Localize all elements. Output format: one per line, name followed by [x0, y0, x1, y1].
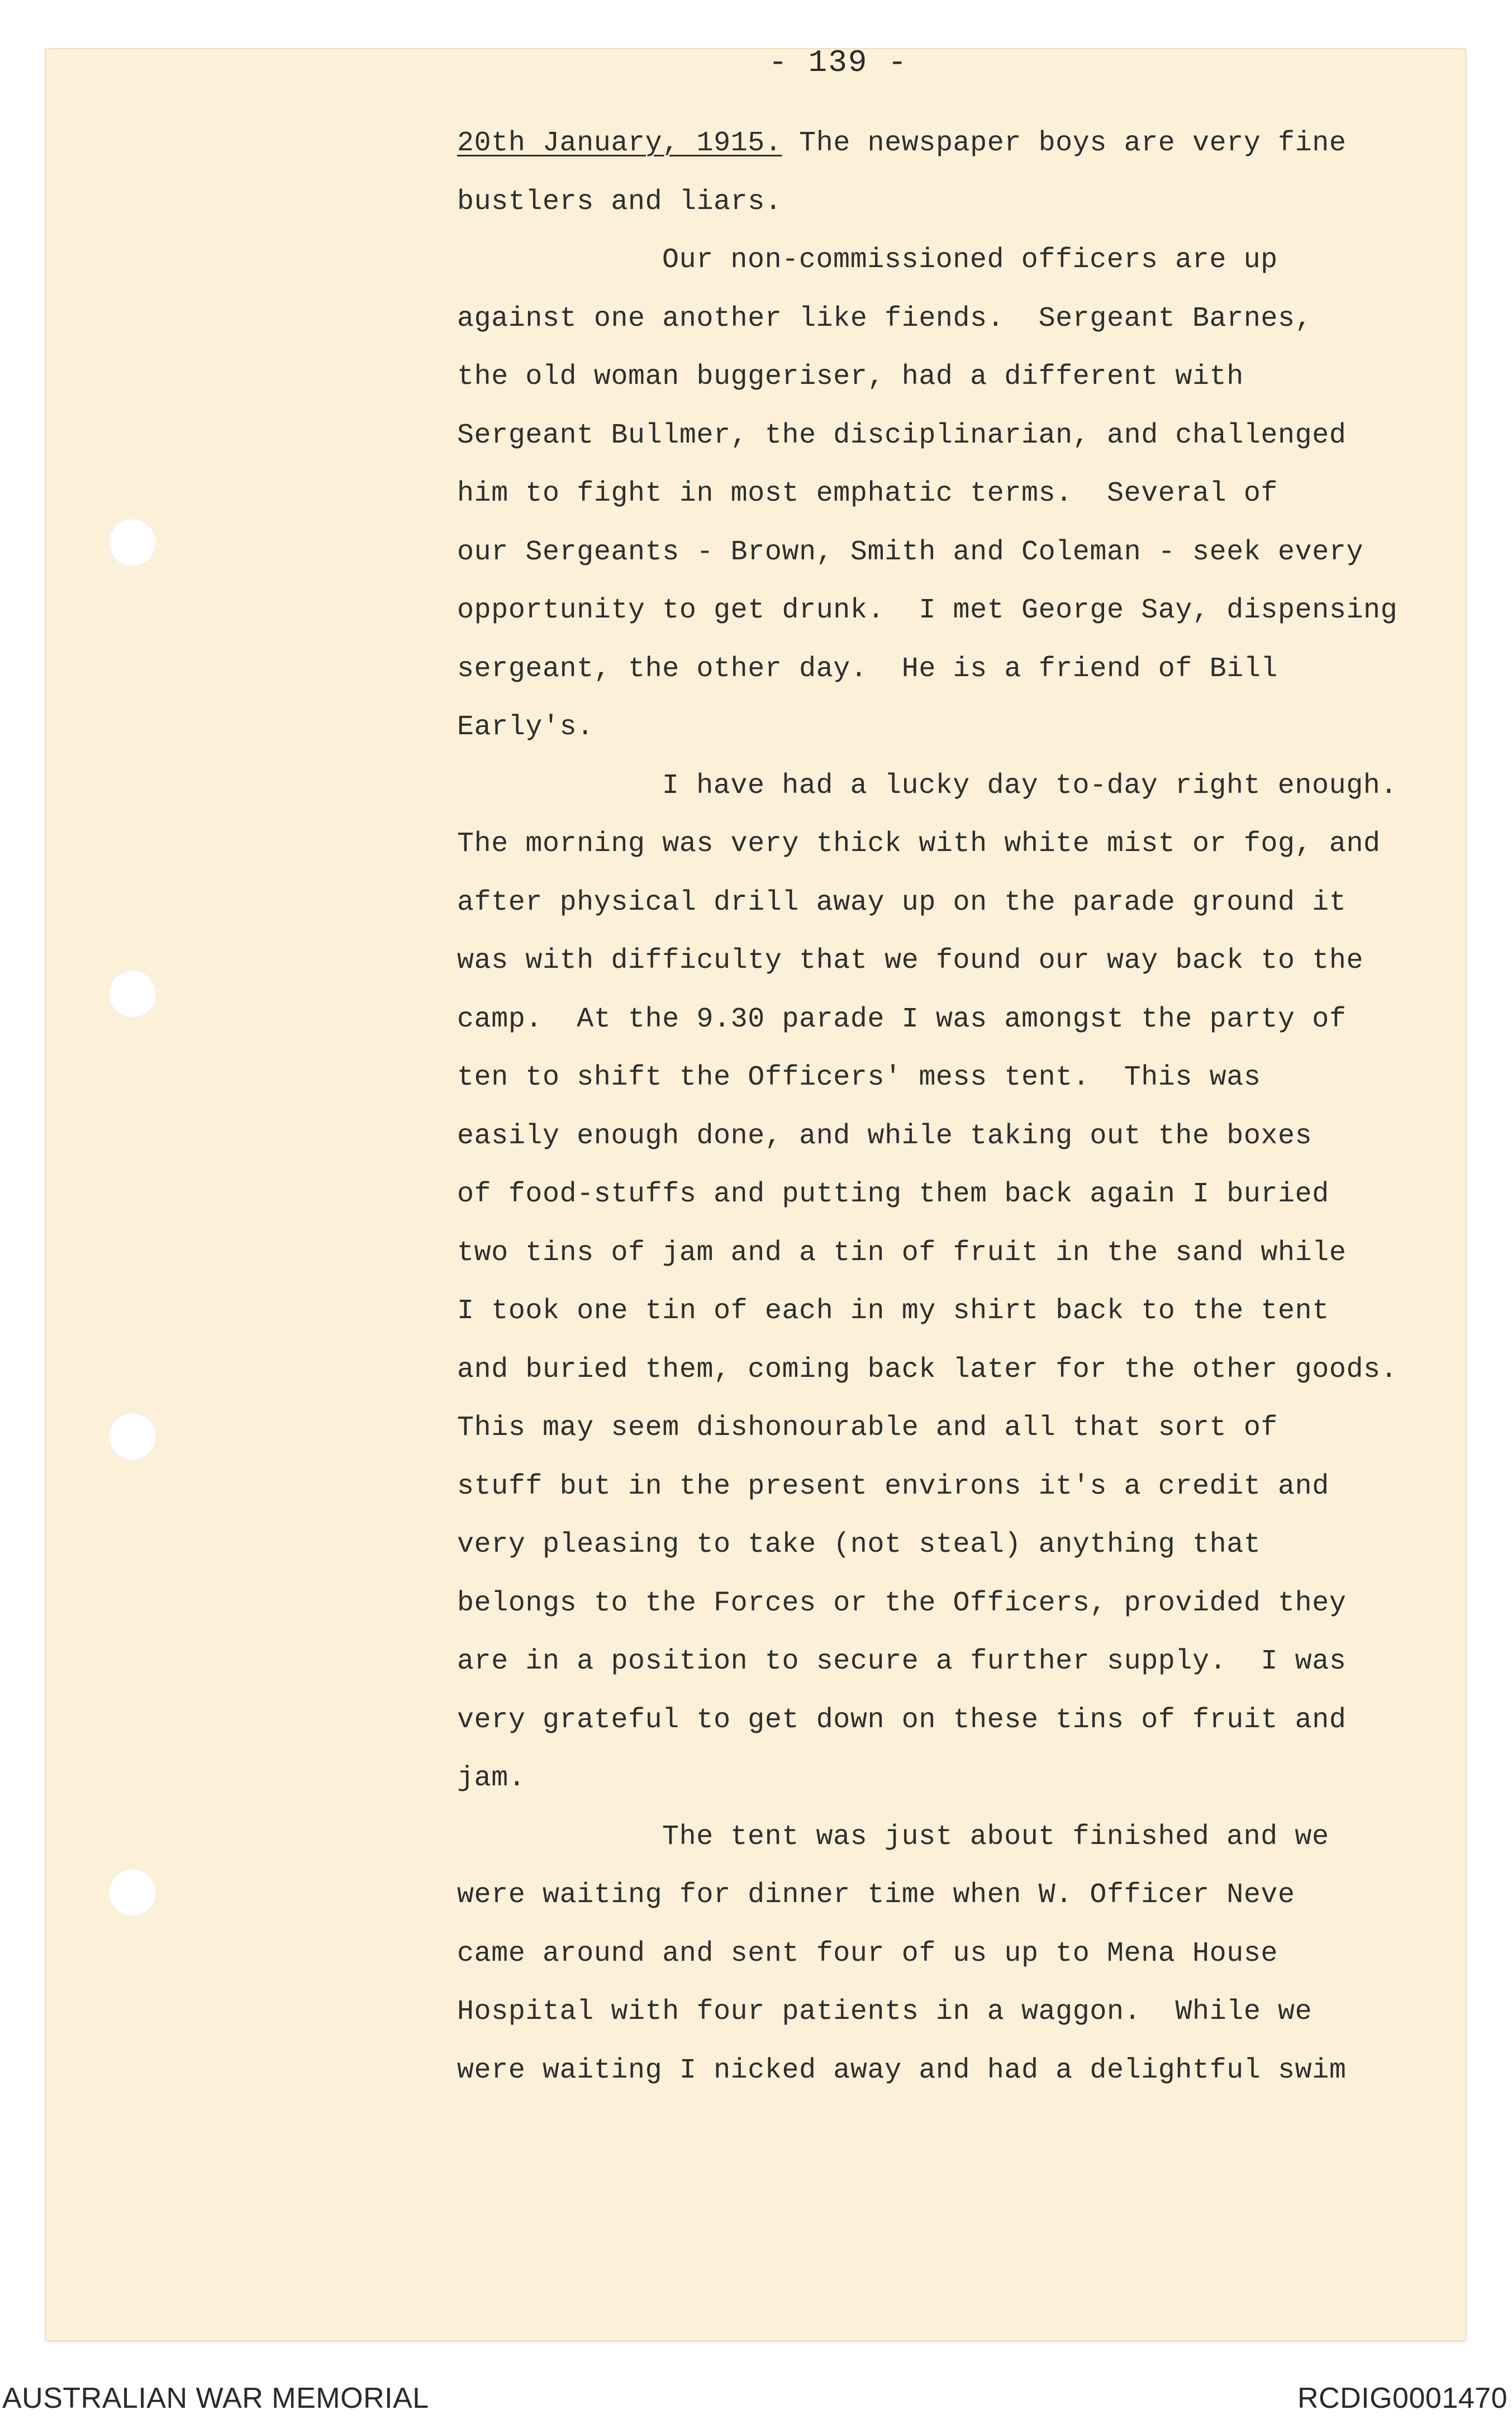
- text-line-6: Sergeant Bullmer, the disciplinarian, and challenged: [457, 419, 1347, 451]
- punch-hole: [108, 1413, 156, 1461]
- text-line-10: sergeant, the other day. He is a friend of Bill: [457, 653, 1278, 685]
- text-line-1-rest: The newspaper boys are very fine: [782, 127, 1347, 159]
- text-line-21: I took one tin of each in my shirt back to the tent: [457, 1295, 1329, 1327]
- text-line-9: opportunity to get drunk. I met George Say, dispensing: [457, 595, 1398, 626]
- page-number: - 139 -: [768, 45, 908, 80]
- text-line-2: bustlers and liars.: [457, 186, 782, 218]
- text-line-11: Early's.: [457, 711, 594, 743]
- punch-hole: [108, 970, 156, 1018]
- footer-record-id: RCDIG0001470: [1297, 2382, 1508, 2415]
- text-line-17: ten to shift the Officers' mess tent. This was: [457, 1062, 1261, 1094]
- punch-hole: [108, 1869, 156, 1917]
- text-line-5: the old woman buggeriser, had a different with: [457, 361, 1244, 393]
- date-heading: 20th January, 1915.: [457, 127, 782, 159]
- text-line-12: I have had a lucky day to-day right enough.: [662, 769, 1398, 802]
- text-line-25: very pleasing to take (not steal) anything that: [457, 1529, 1261, 1561]
- text-line-32: came around and sent four of us up to Mena House: [457, 1937, 1278, 1970]
- footer-institution: AUSTRALIAN WAR MEMORIAL: [2, 2382, 429, 2415]
- text-line-8: our Sergeants - Brown, Smith and Coleman - seek every: [457, 536, 1364, 568]
- text-line-20: two tins of jam and a tin of fruit in the sand while: [457, 1237, 1347, 1269]
- text-line-34: were waiting I nicked away and had a delightful swim: [457, 2054, 1347, 2086]
- text-line-19: of food-stuffs and putting them back again I buried: [457, 1178, 1329, 1210]
- text-line-18: easily enough done, and while taking out the boxes: [457, 1120, 1313, 1152]
- text-line-26: belongs to the Forces or the Officers, provided they: [457, 1587, 1347, 1619]
- text-line-15: was with difficulty that we found our way back to the: [457, 945, 1364, 977]
- text-line-30: The tent was just about finished and we: [662, 1821, 1329, 1853]
- text-line-22: and buried them, coming back later for the other goods.: [457, 1353, 1398, 1386]
- text-line-3: Our non-commissioned officers are up: [662, 244, 1278, 276]
- text-line-13: The morning was very thick with white mist or fog, and: [457, 828, 1381, 860]
- text-line-24: stuff but in the present environs it's a credit and: [457, 1470, 1329, 1503]
- text-line-7: him to fight in most emphatic terms. Several of: [457, 478, 1278, 510]
- text-line-23: This may seem dishonourable and all that sort of: [457, 1412, 1278, 1444]
- text-line-31: were waiting for dinner time when W. Officer Neve: [457, 1879, 1295, 1911]
- text-line-27: are in a position to secure a further supply. I was: [457, 1646, 1347, 1677]
- text-line-1: [457, 115, 1468, 173]
- text-line-29: jam.: [457, 1762, 526, 1794]
- typewritten-body: [457, 115, 1468, 2100]
- text-line-4: against one another like fiends. Sergeant Barnes,: [457, 302, 1313, 335]
- punch-hole: [108, 519, 156, 567]
- text-line-28: very grateful to get down on these tins of fruit and: [457, 1704, 1347, 1736]
- text-line-14: after physical drill away up on the parade ground it: [457, 886, 1347, 919]
- text-line-33: Hospital with four patients in a waggon. While we: [457, 1996, 1313, 2028]
- text-line-16: camp. At the 9.30 parade I was amongst the party of: [457, 1003, 1347, 1035]
